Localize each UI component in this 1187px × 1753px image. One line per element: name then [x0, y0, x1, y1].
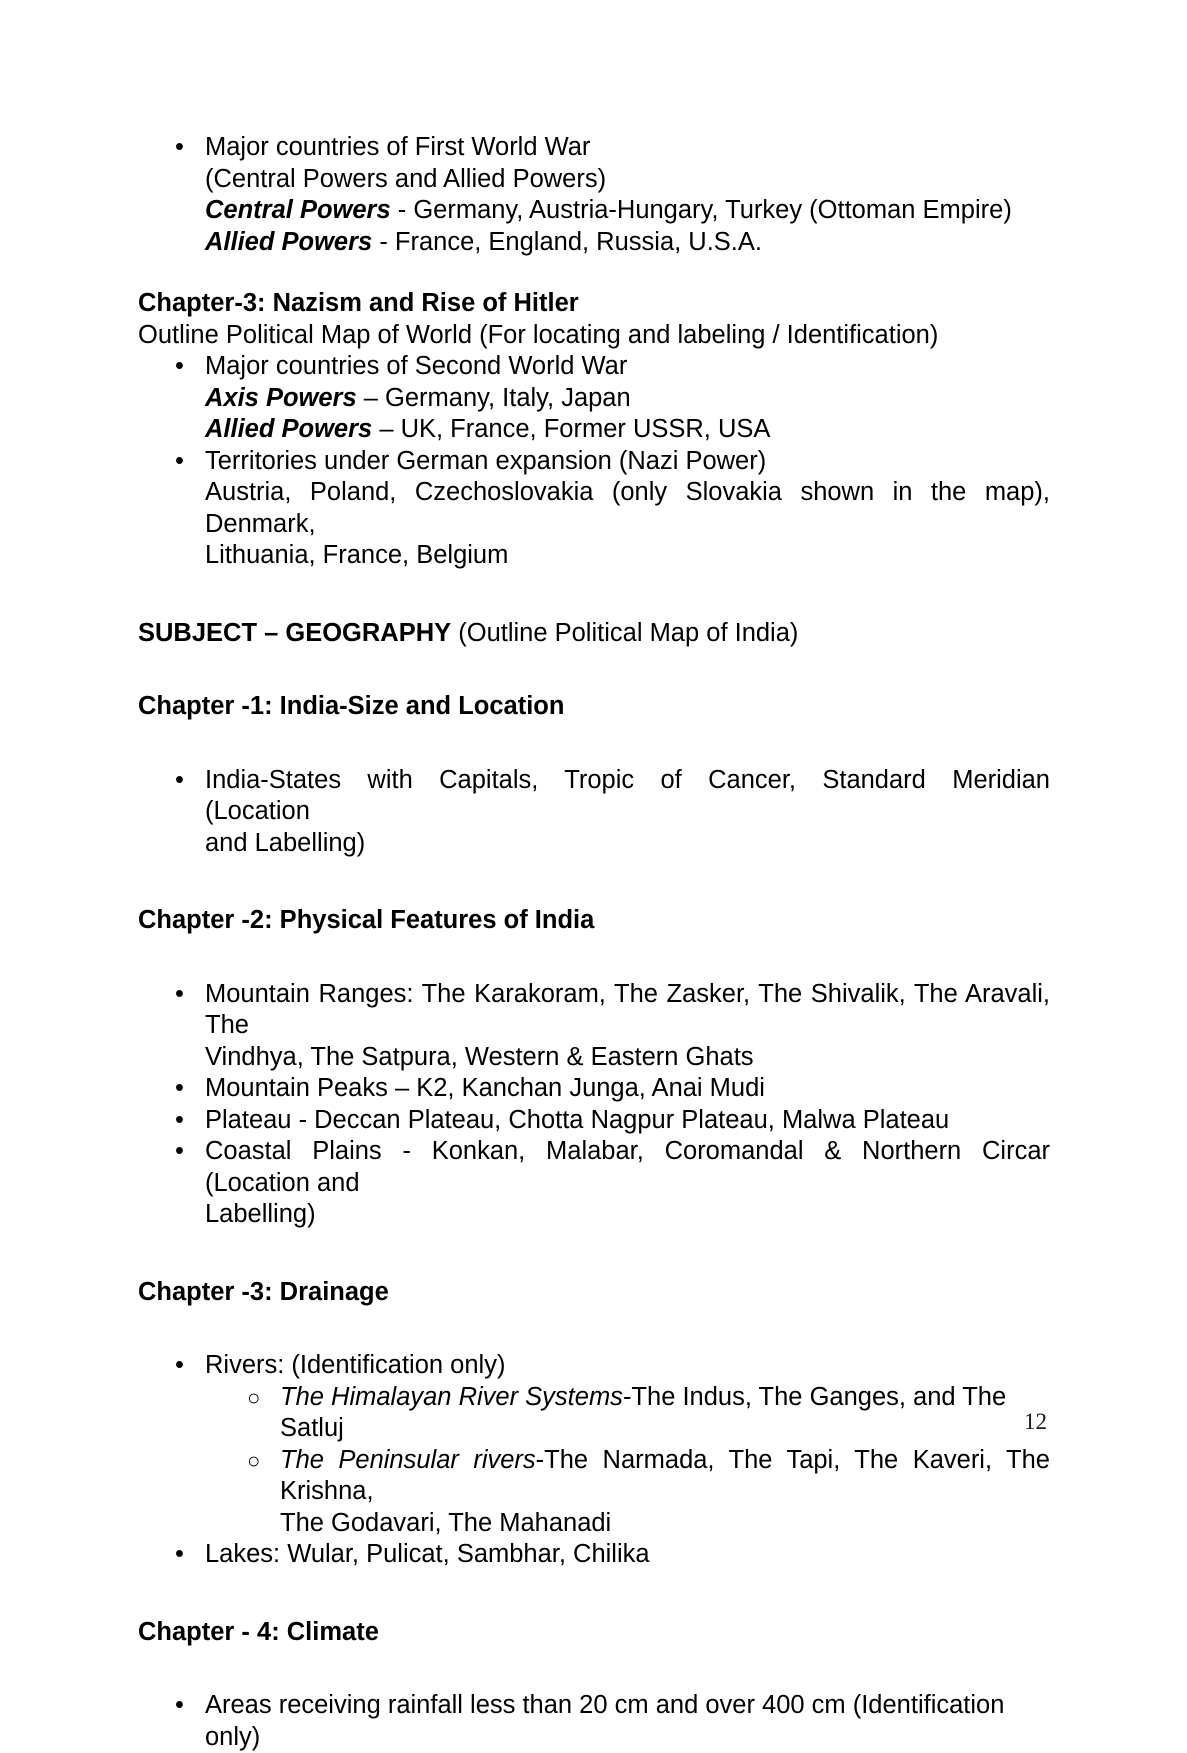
- mountain-peaks-line-1: Mountain Peaks – K2, Kanchan Junga, Anai Mudi: [205, 1074, 765, 1102]
- spacer: [138, 937, 1050, 979]
- geography-chapter-2-bullet-list: [138, 979, 1050, 1231]
- bullet-disc-icon: •: [175, 1074, 184, 1102]
- bullet-disc-icon: •: [175, 352, 184, 380]
- axis-powers-label: Axis Powers: [205, 383, 357, 412]
- allied-powers-label: Allied Powers: [205, 227, 373, 256]
- bullet-disc-icon: •: [175, 1105, 184, 1134]
- bullet-disc-icon: •: [175, 1351, 184, 1379]
- list-item: [138, 765, 1050, 860]
- india-states-line-2: and Labelling): [205, 828, 366, 857]
- peninsular-rivers-line: [280, 1445, 1050, 1508]
- list-item: [138, 1073, 1050, 1105]
- german-expansion-line-2-text: Austria, Poland, Czechoslovakia (only Slovakia shown in the map), Denmark,: [205, 478, 1050, 538]
- bullet-disc-icon: •: [175, 446, 184, 475]
- spacer: [138, 258, 1050, 288]
- spacer: [138, 572, 1050, 618]
- history-chapter-3-subtitle: Outline Political Map of World (For locating and labeling / Identification): [138, 320, 939, 349]
- subject-geography-bold: SUBJECT – GEOGRAPHY: [138, 618, 452, 647]
- plateau-line-1: Plateau - Deccan Plateau, Chotta Nagpur Plateau, Malwa Plateau: [205, 1105, 950, 1134]
- central-powers-text: - Germany, Austria-Hungary, Turkey (Ottoman Empire): [390, 196, 1012, 224]
- heading-history-chapter-3: Chapter-3: Nazism and Rise of Hitler: [138, 289, 579, 317]
- peninsular-rivers-label: The Peninsular rivers: [280, 1445, 536, 1474]
- rivers-sub-list: [205, 1382, 1050, 1540]
- axis-powers-line: [205, 383, 1050, 415]
- ww1-bullet-list: [138, 132, 1050, 258]
- subject-geography-plain: (Outline Political Map of India): [451, 618, 799, 647]
- ww1-allied-powers-line: [205, 227, 1050, 259]
- geography-chapter-1-bullet-list: [138, 765, 1050, 860]
- india-states-line-1: India-States with Capitals, Tropic of Cancer, Standard Meridian (Location: [205, 765, 1050, 825]
- heading-geography-chapter-1: Chapter -1: India-Size and Location: [138, 692, 565, 720]
- list-item: [138, 446, 1050, 572]
- list-item: [138, 1539, 1050, 1571]
- bullet-disc-icon: •: [175, 133, 184, 161]
- spacer: [138, 723, 1050, 765]
- himalayan-rivers-text: -The Indus, The Ganges, and The Satluj: [280, 1382, 1007, 1442]
- spacer: [138, 1648, 1050, 1690]
- allied-powers-ww2-line: [205, 414, 1050, 446]
- allied-powers-ww2-text: – UK, France, Former USSR, USA: [372, 415, 771, 443]
- spacer: [138, 1308, 1050, 1350]
- spacer: [138, 859, 1050, 905]
- list-item: [138, 1350, 1050, 1539]
- bullet-disc-icon: •: [175, 1691, 184, 1719]
- heading-geography-chapter-2: Chapter -2: Physical Features of India: [138, 906, 595, 934]
- bullet-disc-icon: •: [175, 765, 184, 794]
- german-expansion-line-2: [205, 477, 1050, 540]
- spacer: [138, 1231, 1050, 1277]
- list-item: [138, 1136, 1050, 1231]
- lakes-line: Lakes: Wular, Pulicat, Sambhar, Chilika: [205, 1540, 650, 1568]
- rainfall-line-1: Areas receiving rainfall less than 20 cm and over 400 cm (Identification only): [205, 1691, 1005, 1751]
- himalayan-rivers-label: The Himalayan River Systems: [280, 1382, 623, 1411]
- bullet-circle-icon: ○: [247, 1384, 261, 1410]
- ww1-line-2: (Central Powers and Allied Powers): [205, 164, 607, 193]
- peninsular-rivers-text: -The Narmada, The Tapi, The Kaveri, The Krishna,: [280, 1445, 1050, 1505]
- bullet-circle-icon: ○: [247, 1447, 261, 1473]
- allied-powers-text: - France, England, Russia, U.S.A.: [372, 227, 762, 256]
- list-item: [138, 1690, 1050, 1753]
- bullet-disc-icon: •: [175, 979, 184, 1008]
- spacer: [138, 1571, 1050, 1617]
- list-item: [138, 1105, 1050, 1137]
- bullet-disc-icon: •: [175, 1540, 184, 1568]
- heading-geography-chapter-4: Chapter - 4: Climate: [138, 1617, 379, 1646]
- page-number: 12: [1024, 1409, 1047, 1434]
- coastal-plains-line-2: Labelling): [205, 1200, 316, 1228]
- himalayan-rivers-line: [280, 1382, 1050, 1445]
- subject-geography-heading: [138, 618, 1050, 650]
- list-item: [205, 1382, 1050, 1445]
- german-expansion-line-3: Lithuania, France, Belgium: [205, 541, 509, 569]
- list-item: [138, 351, 1050, 446]
- spacer: [138, 649, 1050, 691]
- mountain-ranges-line-2: Vindhya, The Satpura, Western & Eastern Ghats: [205, 1042, 754, 1071]
- page-content: [138, 132, 1050, 1753]
- mountain-ranges-line-1: Mountain Ranges: The Karakoram, The Zasker, The Shivalik, The Aravali, The: [205, 979, 1050, 1039]
- rivers-line: Rivers: (Identification only): [205, 1351, 506, 1379]
- history-chapter-3-bullet-list: [138, 351, 1050, 572]
- ww1-central-powers-line: [205, 195, 1050, 227]
- ww1-line-1: Major countries of First World War: [205, 133, 591, 161]
- german-expansion-line-1: Territories under German expansion (Nazi Power): [205, 446, 767, 475]
- coastal-plains-line-1: Coastal Plains - Konkan, Malabar, Coromandal & Northern Circar (Location and: [205, 1137, 1050, 1197]
- heading-geography-chapter-3: Chapter -3: Drainage: [138, 1277, 389, 1306]
- list-item: [138, 979, 1050, 1074]
- allied-powers-ww2-label: Allied Powers: [205, 415, 373, 443]
- geography-chapter-3-bullet-list: [138, 1350, 1050, 1571]
- list-item: [138, 132, 1050, 258]
- central-powers-label: Central Powers: [205, 196, 391, 224]
- list-item: [205, 1445, 1050, 1540]
- axis-powers-text: – Germany, Italy, Japan: [356, 383, 631, 412]
- peninsular-rivers-line-2: The Godavari, The Mahanadi: [280, 1508, 612, 1537]
- bullet-disc-icon: •: [175, 1137, 184, 1165]
- geography-chapter-4-bullet-list: [138, 1690, 1050, 1753]
- ww2-line-1: Major countries of Second World War: [205, 352, 628, 380]
